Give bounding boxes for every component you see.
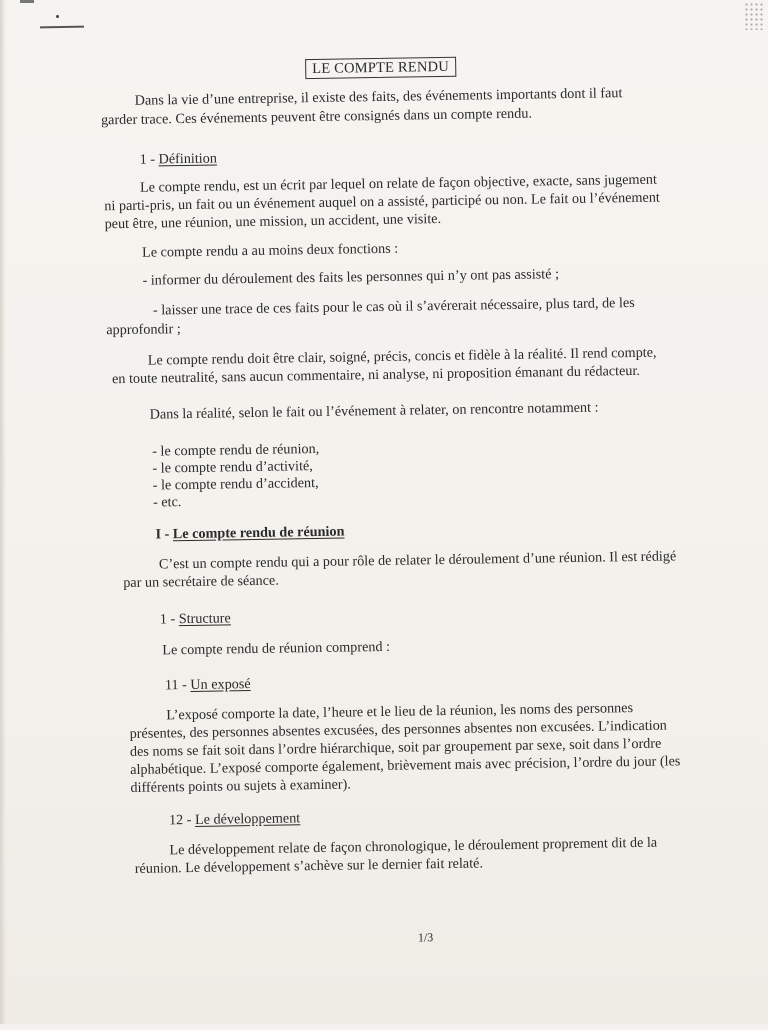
intro-line-1: Dans la vie d’une entreprise, il existe des faits, des événements importants dont il faut — [134, 85, 623, 109]
function-item-1: - informer du déroulement des faits les personnes qui n’y ont pas assisté ; — [142, 266, 560, 289]
type-item: - etc. — [152, 494, 182, 511]
development-line-2: réunion. Le développement s’achève sur le dernier fait relaté. — [134, 855, 484, 877]
section-line-1: C’est un compte rendu qui a pour rôle de relater le déroulement d’une réunion. Il est rédigé — [158, 548, 677, 573]
structure-title: Structure — [178, 610, 231, 628]
development-line-1: Le développement relate de façon chronologique, le déroulement proprement dit de la — [169, 834, 658, 859]
intro-line-2: garder trace. Ces événements peuvent être consignés dans un compte rendu. — [100, 105, 533, 129]
definition-line-2: ni parti-pris, un fait ou un événement auquel on a assisté, participé ou non. Le fait ou l’événement — [104, 189, 660, 215]
expose-line-4: alphabétique. L’exposé comporte également, brièvement mais avec précision, l’ordre du jour (les — [130, 753, 681, 778]
types-intro: Dans la réalité, selon le fait ou l’événement à relater, on rencontre notamment : — [149, 399, 599, 423]
document-title: LE COMPTE RENDU — [305, 57, 456, 79]
quality-line-1: Le compte rendu doit être clair, soigné, précis, concis et fidèle à la réalité. Il rend compte, — [147, 344, 657, 369]
function-item-2-line-1: - laisser une trace de ces faits pour le cas où il s’avérerait nécessaire, plus tard, de les — [152, 294, 635, 319]
type-item: - le compte rendu de réunion, — [152, 440, 320, 460]
expose-line-2: présentes, des personnes absentes excusées, des personnes absentes non excusées. L’indication — [129, 717, 667, 742]
structure-heading — [160, 610, 231, 628]
definition-line-3: peut être, une réunion, une mission, un accident, une visite. — [104, 211, 442, 233]
expose-line-1: L’exposé comporte la date, l’heure et le lieu de la réunion, les noms des personnes — [166, 700, 634, 724]
section-heading — [155, 524, 344, 544]
expose-line-3: des noms se fait soit dans l’ordre hiérarchique, soit par groupement par sexe, soit dans l’ordre — [129, 735, 662, 760]
definition-heading — [140, 151, 218, 169]
development-number: 12 - — [168, 811, 196, 829]
definition-line-1: Le compte rendu, est un écrit par lequel on relate de façon objective, exacte, sans jugement — [139, 171, 657, 196]
development-heading — [169, 810, 300, 829]
structure-number: 1 - — [159, 611, 179, 628]
quality-line-2: en toute neutralité, sans aucun commentaire, ni analyse, ni proposition émanant du rédacteur. — [111, 362, 641, 388]
page-number: 1/3 — [417, 930, 434, 945]
section-title: Le compte rendu de réunion — [172, 523, 345, 543]
section-line-2: par un secrétaire de séance. — [123, 572, 279, 592]
type-item: - le compte rendu d’activité, — [152, 458, 313, 477]
definition-title: Définition — [158, 150, 217, 168]
function-item-2-line-2: approfondir ; — [106, 321, 181, 339]
structure-text: Le compte rendu de réunion comprend : — [162, 638, 391, 659]
scan-mark-top — [20, 0, 34, 3]
development-title: Le développement — [194, 810, 301, 828]
expose-line-5: différents points ou sujets à examiner). — [130, 776, 351, 796]
expose-title: Un exposé — [190, 676, 251, 694]
expose-heading — [165, 676, 251, 694]
functions-intro: Le compte rendu a au moins deux fonctions : — [141, 240, 399, 261]
definition-number: 1 - — [139, 151, 159, 168]
section-number: I - — [155, 526, 173, 543]
type-item: - le compte rendu d’accident, — [152, 474, 319, 494]
expose-number: 11 - — [164, 677, 191, 694]
